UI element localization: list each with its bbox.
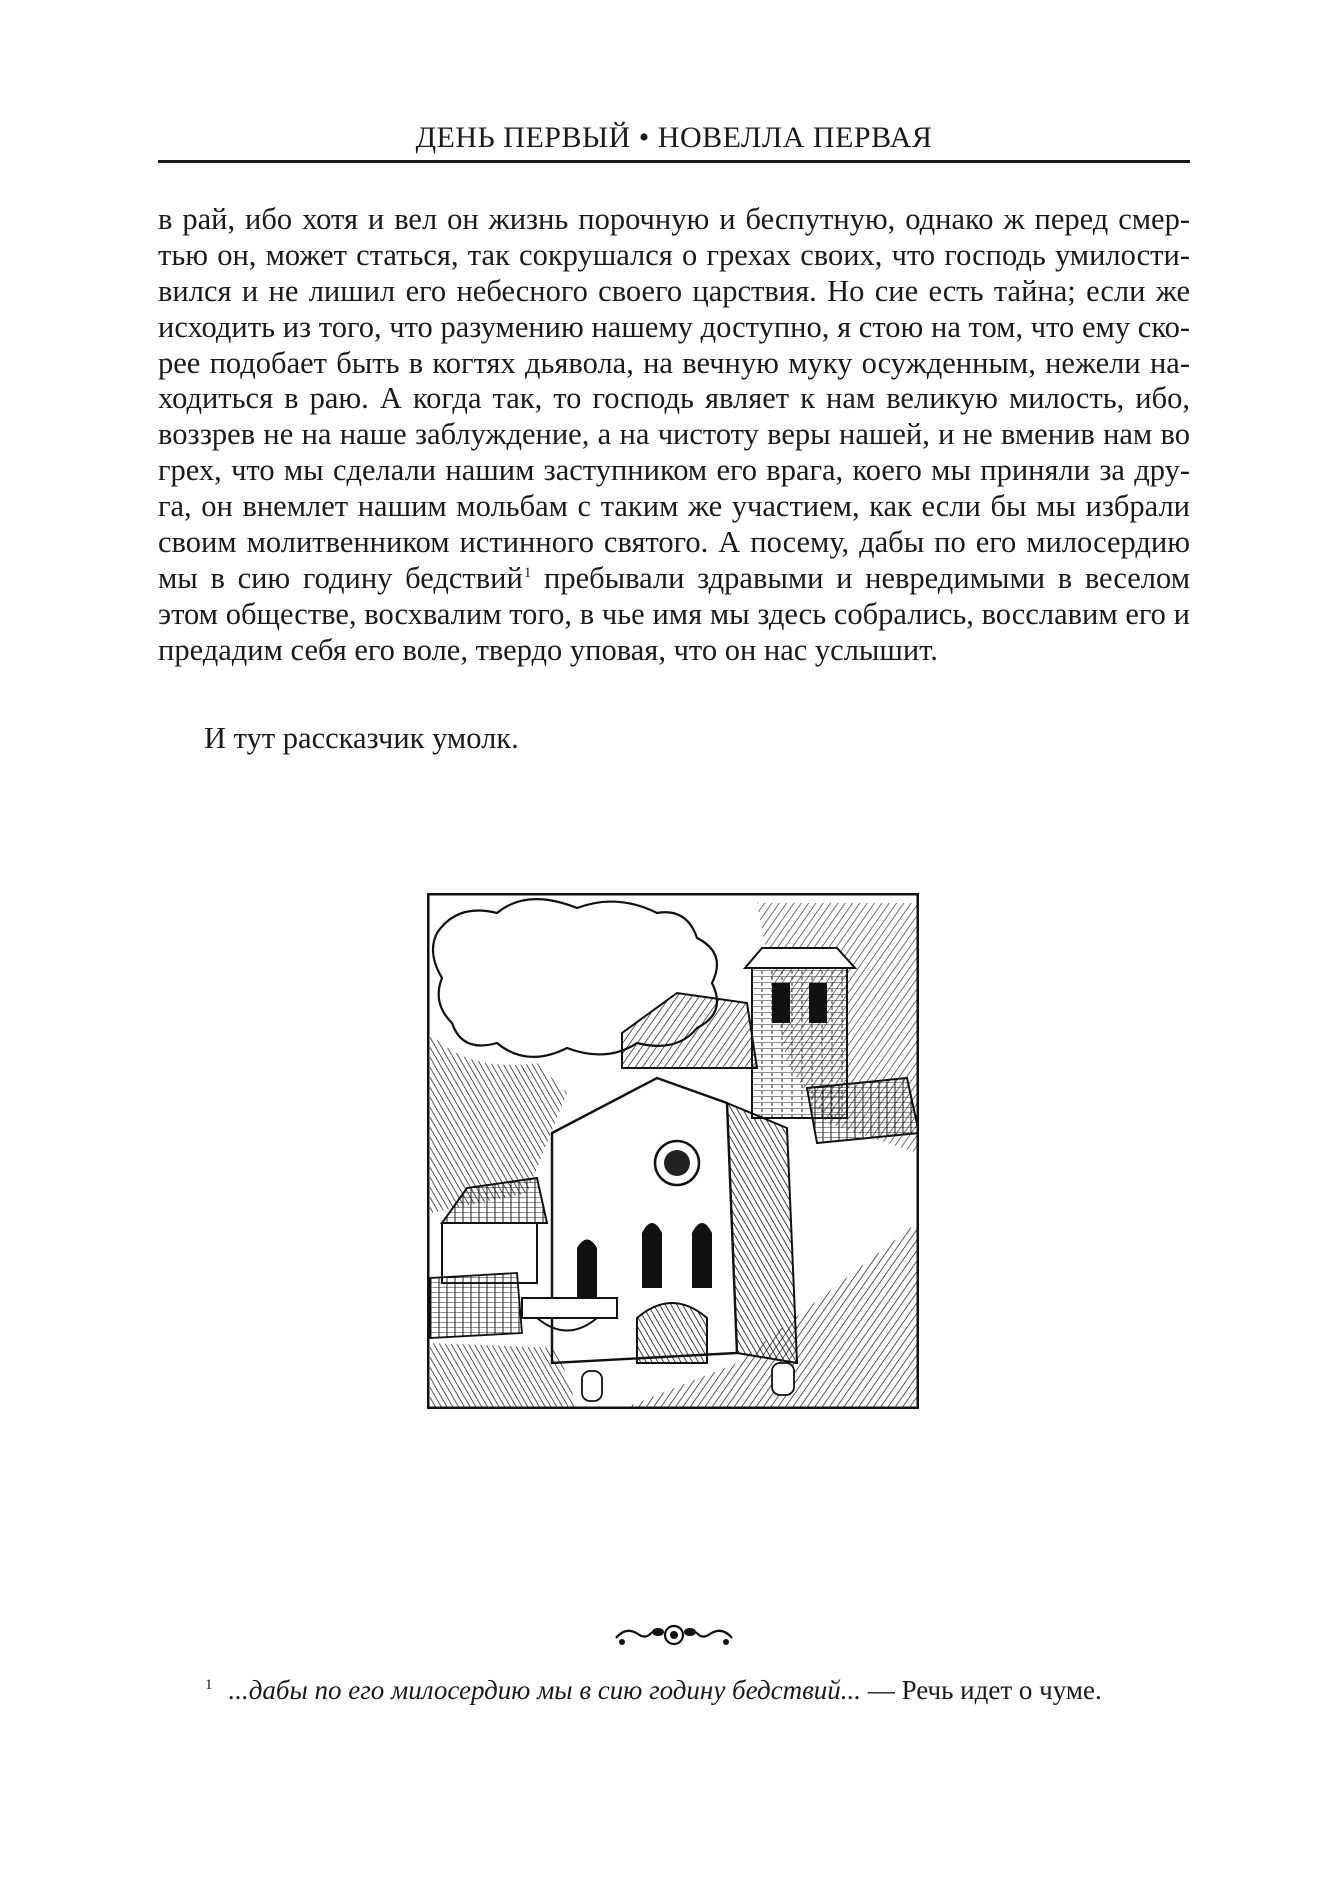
footnote-explanation: — Речь идет о чуме. xyxy=(861,1675,1102,1705)
text-line: этом обществе, восхвалим того, в чье имя мы здесь собрались, восславим его и xyxy=(158,596,1190,631)
text-line: своим молитвенником истинного святого. А посему, дабы по его милосердию xyxy=(158,525,1190,560)
header-rule xyxy=(158,160,1190,163)
fleuron-ornament xyxy=(612,1620,736,1650)
text-line: вился и не лишил его небесного своего царствия. Но сие есть тайна; если же xyxy=(158,273,1190,308)
text-line: ходиться в раю. А когда так, то господь являет к нам великую милость, ибо, xyxy=(158,381,1190,416)
main-text xyxy=(158,202,1190,669)
text-fragment: мы в сию годину бедствий xyxy=(158,560,523,595)
footnote-reference[interactable]: 1 xyxy=(523,564,532,581)
text-line: тью он, может статься, так сокрушался о грехах своих, что господь умилости- xyxy=(158,237,1190,272)
text-line: предадим себя его воле, твердо уповая, что он нас услышит. xyxy=(158,632,938,667)
text-line: в рай, ибо хотя и вел он жизнь порочную и беспутную, однако ж перед смер- xyxy=(158,202,1190,236)
church-illustration xyxy=(427,893,919,1409)
closing-paragraph: И тут рассказчик умолк. xyxy=(204,721,519,755)
footnote xyxy=(205,1668,1102,1707)
footnote-quote: ...дабы по его милосердию мы в сию годину бедствий... xyxy=(228,1675,862,1705)
footnote-number: 1 xyxy=(205,1677,213,1693)
running-head: ДЕНЬ ПЕРВЫЙ • НОВЕЛЛА ПЕРВАЯ xyxy=(415,121,933,154)
text-line: рее подобает быть в когтях дьявола, на вечную муку осужденным, нежели на- xyxy=(158,345,1190,380)
text-fragment: пребывали здравыми и невредимыми в веселом xyxy=(531,560,1190,595)
text-line: грех, что мы сделали нашим заступником его врага, коего мы приняли за дру- xyxy=(158,453,1190,488)
text-line: воззрев не на наше заблуждение, а на чистоту веры нашей, и не вменив нам во xyxy=(158,417,1190,452)
text-line: га, он внемлет нашим мольбам с таким же участием, как если бы мы избрали xyxy=(158,489,1190,524)
text-line: исходить из того, что разумению нашему доступно, я стою на том, что ему ско- xyxy=(158,309,1190,344)
text-line-with-footnote xyxy=(158,561,1190,597)
